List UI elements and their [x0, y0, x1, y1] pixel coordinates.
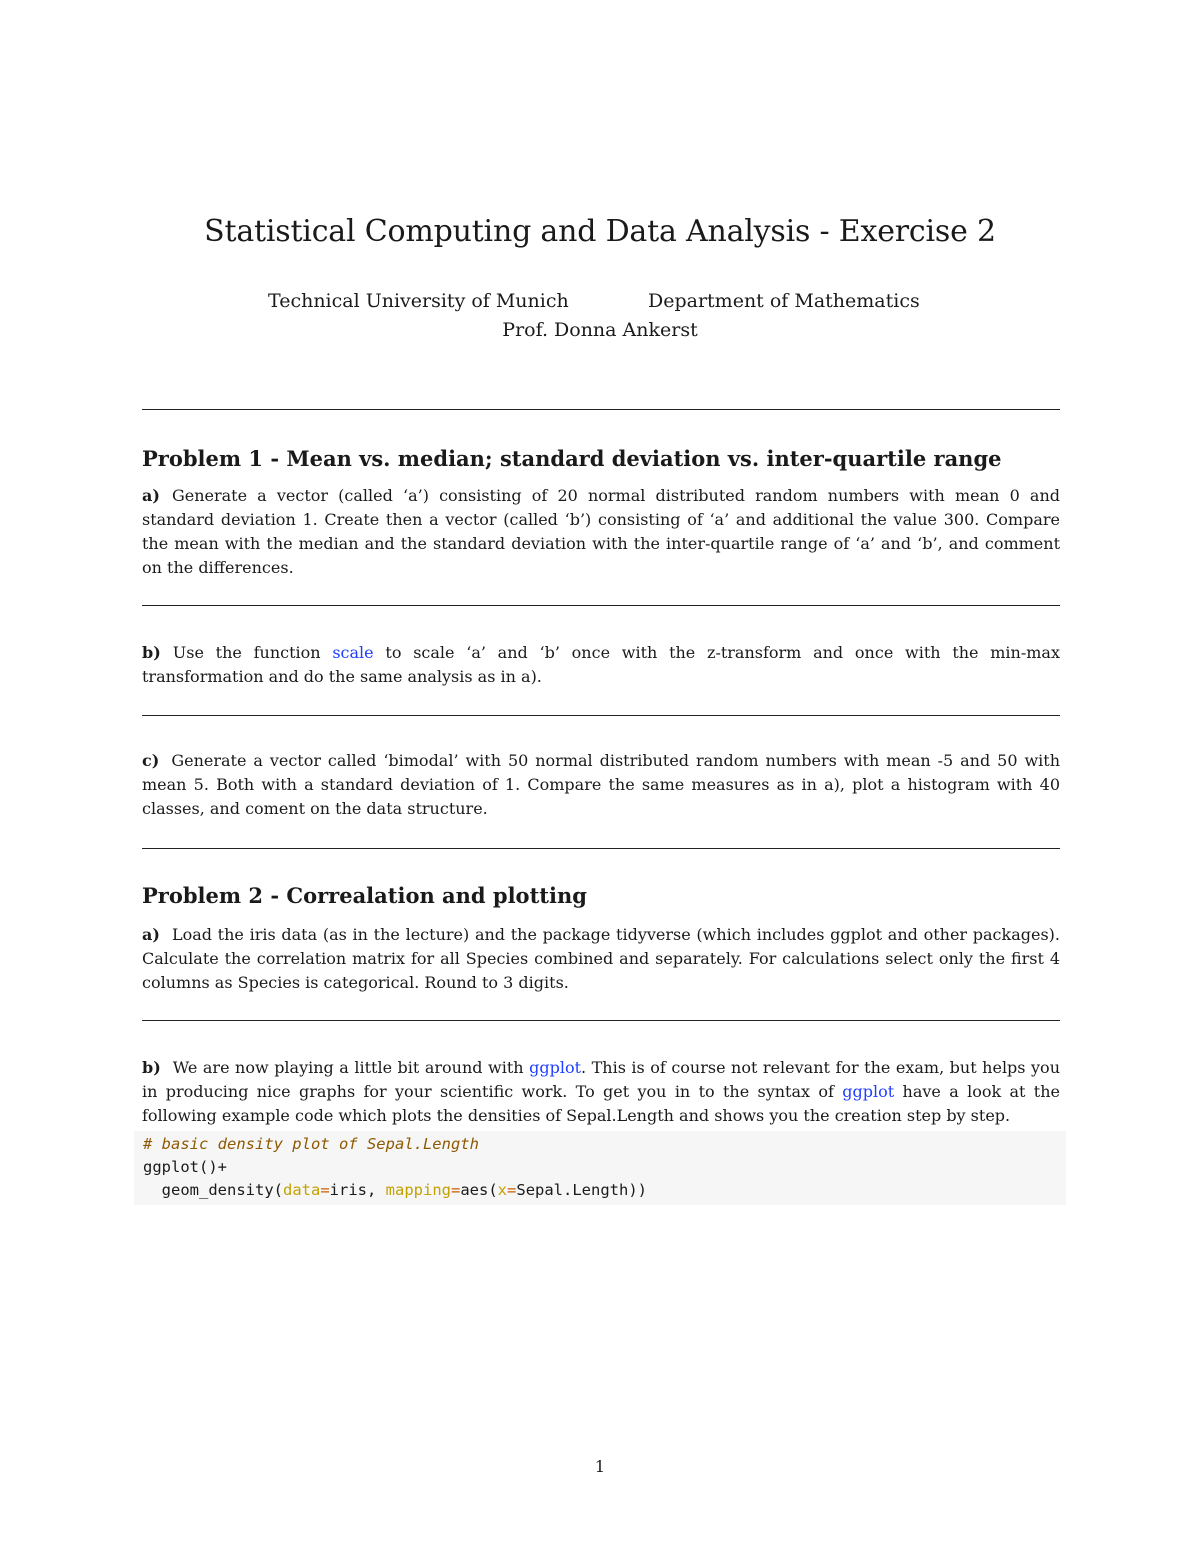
divider: [142, 605, 1060, 606]
item-label: c): [142, 751, 160, 770]
ggplot-link[interactable]: ggplot: [529, 1058, 581, 1077]
problem-1b-text-rest: to scale ‘a’ and ‘b’ once with the z-transform and once with the min-max transformation and do the same analysis as in a).: [142, 643, 1060, 686]
problem-1c: [142, 749, 1060, 821]
problem-2b: [142, 1056, 1060, 1128]
item-label: b): [142, 643, 161, 662]
problem-2b-text: We are now playing a little bit around with: [172, 1058, 524, 1077]
problem-1b-text: Use the function: [172, 643, 321, 662]
code-argument: mapping: [385, 1181, 451, 1199]
problem-1a: [142, 484, 1060, 580]
code-function: geom_density(: [161, 1181, 283, 1199]
affiliation-university: Technical University of Munich: [268, 290, 569, 312]
divider: [142, 1020, 1060, 1021]
document-title: Statistical Computing and Data Analysis - Exercise 2: [204, 214, 996, 249]
problem-2a: [142, 923, 1060, 995]
code-argument: x: [497, 1181, 508, 1199]
divider: [142, 409, 1060, 410]
code-comment: # basic density plot of Sepal.Length: [143, 1135, 479, 1153]
problem-1c-text: Generate a vector called ‘bimodal’ with 50 normal distributed random numbers with mean -5 and 50 with mean 5. Both with a standard deviation of 1. Compare the same measures as in a), plot a histogram with 40 classes, and coment on the data structure.: [142, 751, 1060, 818]
code-line: ggplot()+: [143, 1158, 227, 1176]
problem-1b: [142, 641, 1060, 689]
divider: [142, 715, 1060, 716]
ggplot-link[interactable]: ggplot: [842, 1082, 895, 1101]
professor-name: Prof. Donna Ankerst: [502, 319, 698, 341]
problem-2a-text: Load the iris data (as in the lecture) and the package tidyverse (which includes ggplot and other packages). Calculate the correlation matrix for all Species combined and separately. For calculations select only the first 4 columns as Species is categorical. Round to 3 digits.: [142, 925, 1060, 992]
problem-2b-text-2: . This is of course not relevant for the exam, but helps you in producing nice graphs for your scientific work. To get you in to the syntax of: [142, 1058, 1060, 1101]
problem-1-heading: Problem 1 - Mean vs. median; standard deviation vs. inter-quartile range: [142, 446, 1002, 471]
problem-2b-text-3: have a look at the following example code which plots the densities of Sepal.Length and shows you the creation step by step.: [142, 1082, 1061, 1125]
item-label: a): [142, 925, 160, 944]
item-label: b): [142, 1058, 161, 1077]
scale-link[interactable]: scale: [332, 643, 374, 662]
code-block: # basic density plot of Sepal.Length ggplot()+ geom_density(data=iris, mapping=aes(x=Sepal.Length)): [134, 1131, 1066, 1205]
affiliation-department: Department of Mathematics: [648, 290, 920, 312]
page-number: 1: [594, 1457, 606, 1476]
item-label: a): [142, 486, 160, 505]
problem-2-heading: Problem 2 - Correalation and plotting: [142, 883, 587, 908]
problem-1a-text: Generate a vector (called ‘a’) consisting of 20 normal distributed random numbers with mean 0 and standard deviation 1. Create then a vector (called ‘b’) consisting of ‘a’ and additional the value 300. Compare the mean with the median and the standard deviation with the inter-quartile range of ‘a’ and ‘b’, and comment on the differences.: [142, 486, 1060, 577]
code-argument: data: [283, 1181, 321, 1199]
divider: [142, 848, 1060, 849]
